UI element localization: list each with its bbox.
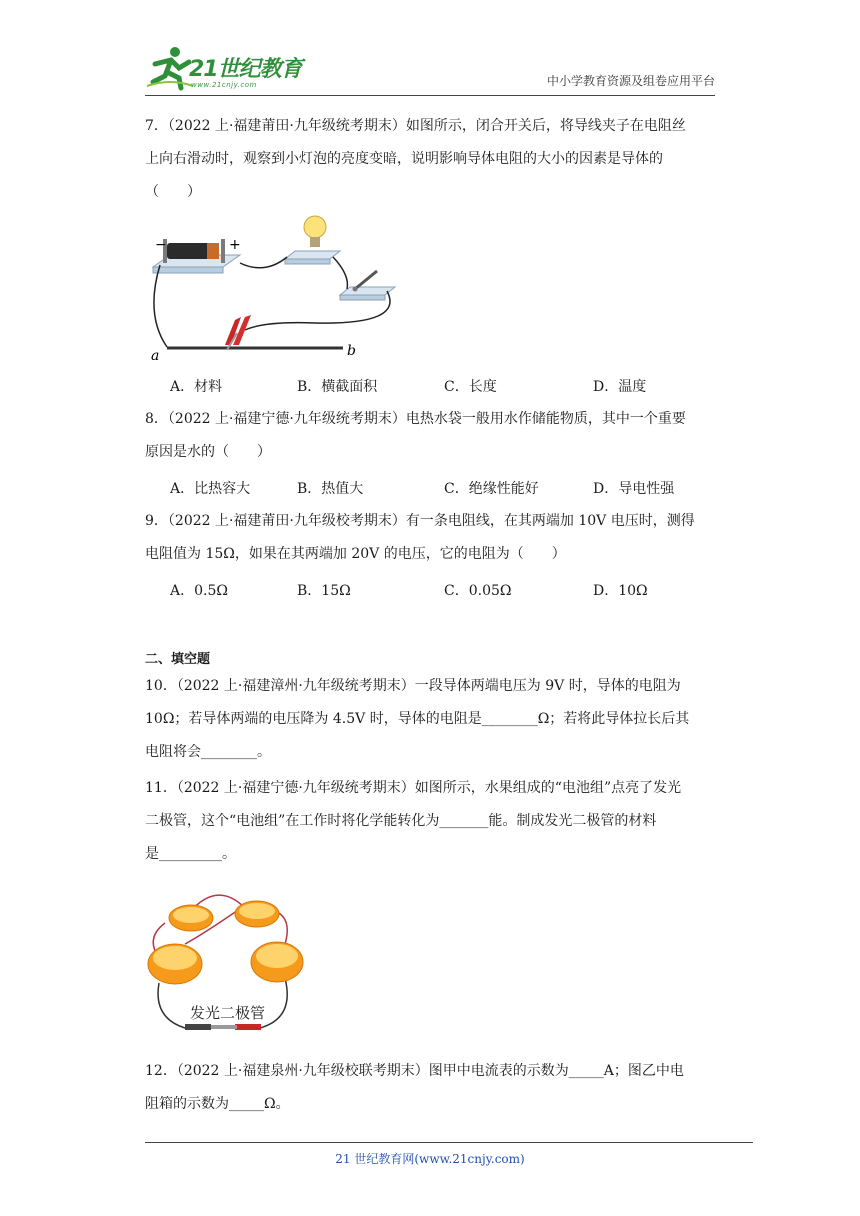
header-divider xyxy=(145,95,715,96)
option-d[interactable]: D．导电性强 xyxy=(593,481,675,497)
option-d[interactable]: D．10Ω xyxy=(593,583,648,599)
option-b[interactable]: B．横截面积 xyxy=(297,379,378,395)
question-7-line-1: 7．（2022 上·福建莆田·九年级统考期末）如图所示，闭合开关后，将导线夹子在电阻丝 xyxy=(145,118,686,134)
question-10-line-3: 电阻将会________。 xyxy=(145,744,271,760)
option-c[interactable]: C．绝缘性能好 xyxy=(444,481,539,497)
question-11-line-3: 是_________。 xyxy=(145,846,236,862)
clip-icon xyxy=(235,1024,261,1030)
question-10-line-2: 10Ω；若导体两端的电压降为 4.5V 时，导体的电阻是________Ω；若将此导体拉长后其 xyxy=(145,711,690,727)
question-8-line-2: 原因是水的（ ） xyxy=(145,444,271,460)
option-a[interactable]: A．0.5Ω xyxy=(170,583,228,599)
page-header xyxy=(145,38,715,94)
question-7-options xyxy=(170,376,730,406)
question-8 xyxy=(145,403,725,469)
plus-label: + xyxy=(229,237,241,253)
clip-icon xyxy=(185,1024,211,1030)
question-11 xyxy=(145,772,725,871)
question-10 xyxy=(145,670,725,769)
question-8-options xyxy=(170,478,730,508)
question-11-line-2: 二极管，这个“电池组”在工作时将化学能转化为_______能。制成发光二极管的材料 xyxy=(145,813,657,829)
question-11-line-1: 11．（2022 上·福建宁德·九年级统考期末）如图所示，水果组成的“电池组”点亮了发光 xyxy=(145,780,682,796)
question-7-line-3: （ ） xyxy=(145,184,201,200)
switch-icon xyxy=(355,271,377,289)
runner-logo-icon xyxy=(145,42,195,92)
option-a[interactable]: A．比热容大 xyxy=(170,481,251,497)
question-12-line-2: 阻箱的示数为_____Ω。 xyxy=(145,1096,290,1112)
minus-label: − xyxy=(155,237,167,253)
footer-divider xyxy=(145,1142,753,1143)
header-platform-text: 中小学教育资源及组卷应用平台 xyxy=(546,74,715,88)
point-b-label: b xyxy=(347,343,356,359)
logo-text: 21世纪教育 xyxy=(189,57,302,82)
option-c[interactable]: C．0.05Ω xyxy=(444,583,512,599)
orange-icon xyxy=(235,901,279,927)
question-7 xyxy=(145,110,725,209)
question-12 xyxy=(145,1055,725,1121)
logo-url: www.21cnjy.com xyxy=(191,81,257,89)
page-footer: 21 世纪教育网(www.21cnjy.com) xyxy=(335,1152,525,1166)
option-b[interactable]: B．15Ω xyxy=(297,583,351,599)
question-10-line-1: 10．（2022 上·福建漳州·九年级统考期末）一段导体两端电压为 9V 时，导体的电阻为 xyxy=(145,678,681,694)
option-b[interactable]: B．热值大 xyxy=(297,481,364,497)
question-12-line-1: 12．（2022 上·福建泉州·九年级校联考期末）图甲中电流表的示数为_____A；图乙中电 xyxy=(145,1063,684,1079)
fruit-battery-figure xyxy=(145,888,305,1038)
orange-icon xyxy=(251,942,303,982)
circuit-figure xyxy=(145,205,405,365)
orange-icon xyxy=(148,944,202,984)
question-7-line-2: 上向右滑动时，观察到小灯泡的亮度变暗，说明影响导体电阻的大小的因素是导体的 xyxy=(145,151,663,167)
orange-icon xyxy=(169,905,213,931)
question-9 xyxy=(145,505,725,571)
question-9-options xyxy=(170,580,730,610)
section-title: 二、填空题 xyxy=(145,652,211,667)
point-a-label: a xyxy=(151,348,160,364)
logo xyxy=(145,38,315,94)
option-a[interactable]: A．材料 xyxy=(170,379,223,395)
question-9-line-1: 9．（2022 上·福建莆田·九年级校考期末）有一条电阻线，在其两端加 10V 电压时，测得 xyxy=(145,513,695,529)
question-8-line-1: 8．（2022 上·福建宁德·九年级统考期末）电热水袋一般用水作储能物质，其中一个重要 xyxy=(145,411,686,427)
option-d[interactable]: D．温度 xyxy=(593,379,647,395)
led-label: 发光二极管 xyxy=(190,1004,266,1022)
option-c[interactable]: C．长度 xyxy=(444,379,497,395)
question-9-line-2: 电阻值为 15Ω，如果在其两端加 20V 的电压，它的电阻为（ ） xyxy=(145,546,566,562)
light-bulb-icon xyxy=(304,216,326,238)
